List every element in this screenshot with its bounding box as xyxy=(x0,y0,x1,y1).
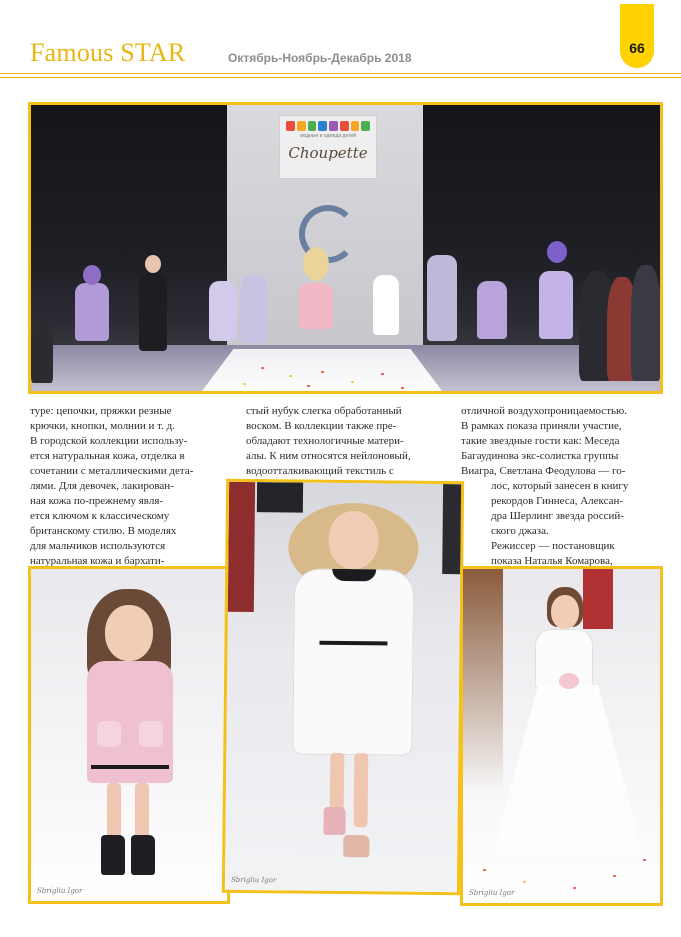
page-number: 66 xyxy=(629,40,645,56)
sneaker xyxy=(343,835,369,857)
white-dress xyxy=(292,568,414,755)
fur-pocket xyxy=(139,721,163,747)
audience xyxy=(631,265,661,381)
background-person xyxy=(228,482,255,612)
boot xyxy=(101,835,125,875)
text-line: ется ключом к классическому xyxy=(30,510,170,522)
dress-collar xyxy=(332,569,376,581)
petal xyxy=(483,869,486,871)
text-line: ского джаза. xyxy=(491,525,549,537)
text-line: стый нубук слегка обработанный xyxy=(246,405,402,417)
page-number-tab xyxy=(620,4,654,68)
performer-head xyxy=(303,247,329,281)
petal xyxy=(243,383,246,385)
performer xyxy=(477,281,507,339)
text-line: отличной воздухопроницаемостью. xyxy=(461,405,627,417)
performer xyxy=(373,275,399,335)
text-line: такие звездные гости как: Меседа xyxy=(461,435,620,447)
logo-color-blocks xyxy=(286,121,370,131)
petal xyxy=(351,381,354,383)
article-column-3-wrap xyxy=(491,479,628,539)
face xyxy=(328,511,379,570)
runway-photo xyxy=(28,102,663,394)
text-line: лями. Для девочек, лакирован- xyxy=(30,480,174,492)
petal xyxy=(573,887,576,889)
text-line: алы. К ним относятся нейлоновый, xyxy=(246,450,411,462)
performer xyxy=(75,283,109,341)
background-person xyxy=(463,569,503,789)
text-line: крючки, кнопки, молнии и т. д. xyxy=(30,420,175,432)
text-line: ется натуральная кожа, отделка в xyxy=(30,450,185,462)
face xyxy=(105,605,153,661)
issue-date: Октябрь-Ноябрь-Декабрь 2018 xyxy=(228,51,412,65)
text-line: Багаудинова экс-солистка группы xyxy=(461,450,619,462)
background-person xyxy=(257,482,303,512)
petal xyxy=(261,367,264,369)
performer xyxy=(139,273,167,351)
text-line: В рамках показа приняли участие, xyxy=(461,420,622,432)
text-line: для мальчиков используются xyxy=(30,540,166,552)
face xyxy=(551,595,579,629)
article-column-3-end xyxy=(491,539,615,569)
text-line: обладают технологичные матери- xyxy=(246,435,404,447)
article-column-2 xyxy=(246,404,411,479)
dress-trim xyxy=(91,765,169,769)
magazine-brand: Famous STAR xyxy=(30,38,186,67)
petal xyxy=(613,875,616,877)
article-column-3 xyxy=(461,404,627,479)
petal xyxy=(643,859,646,861)
background-person xyxy=(583,569,613,629)
boot xyxy=(131,835,155,875)
photographer-watermark: Sbrigliu Igor xyxy=(230,875,277,885)
photo-girl-white-dress xyxy=(222,479,464,895)
text-line: британскому стилю. В моделях xyxy=(30,525,177,537)
petal xyxy=(523,881,526,883)
text-line: лос, который занесен в книгу xyxy=(491,480,629,492)
petal xyxy=(381,373,384,375)
performer-pink-dress xyxy=(299,283,333,329)
photo-girl-pink-dress xyxy=(28,566,230,904)
text-line: водоотталкивающий текстиль с xyxy=(246,465,394,477)
header-rule-bottom xyxy=(0,77,681,78)
pink-flower xyxy=(559,673,579,689)
performer xyxy=(209,281,237,341)
performer xyxy=(539,271,573,339)
performer-head xyxy=(83,265,101,285)
header-rule-top xyxy=(0,73,681,74)
performer-head xyxy=(547,241,567,263)
text-line: ная кожа по-прежнему явля- xyxy=(30,495,164,507)
text-line: Режиссер — постановщик xyxy=(491,540,615,552)
photographer-watermark: Sbrigliu Igor xyxy=(37,887,83,895)
text-line: воском. В коллекции также пре- xyxy=(246,420,397,432)
photo-girl-white-gown xyxy=(460,566,663,906)
petal xyxy=(321,371,324,373)
text-line: рекордов Гиннеса, Алексан- xyxy=(491,495,624,507)
page-header xyxy=(0,0,681,80)
photographer-watermark: Sbrigliu Igor xyxy=(469,889,515,897)
petal xyxy=(307,385,310,387)
dress-belt xyxy=(319,641,387,646)
choupette-logo xyxy=(279,115,377,179)
text-line: Виагра, Светлана Феодулова — го- xyxy=(461,465,626,477)
performer-head xyxy=(145,255,161,273)
sneaker xyxy=(323,807,345,835)
text-line: туре: цепочки, пряжки резные xyxy=(30,405,172,417)
text-line: натуральная кожа и бархати- xyxy=(30,555,165,567)
audience xyxy=(31,319,53,383)
performer xyxy=(241,275,267,343)
petal xyxy=(401,387,404,389)
background-person xyxy=(442,484,464,574)
petal xyxy=(289,375,292,377)
text-line: показа Наталья Комарова, xyxy=(491,555,613,567)
logo-subtitle: модные и одежда детей xyxy=(300,133,356,139)
text-line: В городской коллекции использу- xyxy=(30,435,188,447)
text-line: дра Шерлинг звезда россий- xyxy=(491,510,624,522)
logo-script-text: Choupette xyxy=(288,144,368,162)
fur-pocket xyxy=(97,721,121,747)
performer xyxy=(427,255,457,341)
text-line: сочетании с металлическими дета- xyxy=(30,465,194,477)
leg xyxy=(354,753,369,827)
article-column-1 xyxy=(30,404,193,569)
